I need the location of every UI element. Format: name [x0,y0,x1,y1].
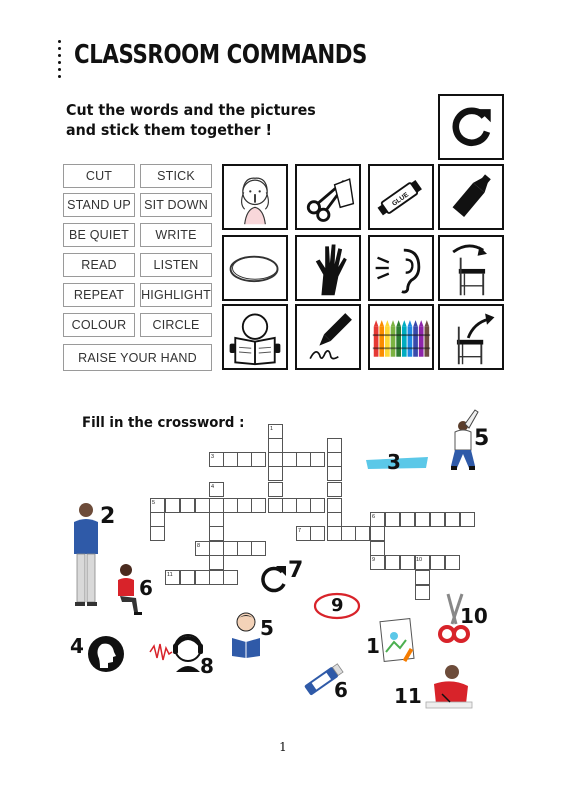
clue-number-8: 8 [200,654,214,678]
picture-stick [368,164,434,230]
instructions [66,100,316,140]
crossword-cell[interactable] [296,498,311,513]
crossword-number: 1 [270,426,274,432]
picture-quiet [222,164,288,230]
repeat-arrow-icon [440,96,502,158]
crossword-number: 6 [372,514,376,520]
crossword-cell[interactable] [209,498,224,513]
crossword-cell[interactable] [209,512,224,527]
word-card-sit-down[interactable]: SIT DOWN [140,193,212,217]
crossword-cell[interactable] [251,541,266,556]
clue-number-3: 3 [387,450,401,474]
crossword-cell[interactable] [430,512,445,527]
picture-colour [368,304,434,370]
crossword-cell[interactable] [370,526,385,541]
crossword-cell[interactable] [209,570,224,585]
listening-head-icon [148,628,204,674]
crossword-cell[interactable] [327,512,342,527]
clue-number-5-bottom: 5 [260,616,274,640]
crossword-cell[interactable] [268,482,283,497]
crossword-cell[interactable] [415,585,430,600]
clue-number-9: 9 [331,595,344,616]
word-card-colour[interactable]: COLOUR [63,313,135,337]
crossword-number: 9 [372,557,376,563]
page-title: CLASSROOM COMMANDS [74,40,368,70]
crossword-number: 7 [298,528,302,534]
crossword-cell[interactable] [150,526,165,541]
boy-reading-icon [228,610,264,660]
highlighter-icon [440,166,502,228]
crossword-cell[interactable] [195,570,210,585]
speaking-head-icon [86,634,126,674]
crossword-cell[interactable] [400,555,415,570]
sit-down-chair-icon [440,237,502,299]
crossword-cell[interactable] [415,512,430,527]
crossword-cell[interactable] [415,570,430,585]
clue-number-4: 4 [70,634,84,658]
word-card-cut[interactable]: CUT [63,164,135,188]
crossword-cell[interactable] [296,452,311,467]
crossword-cell[interactable] [327,452,342,467]
ear-listen-icon [370,237,432,299]
crossword-cell[interactable] [237,541,252,556]
crossword-cell[interactable] [251,498,266,513]
picture-cut [295,164,361,230]
word-card-stick[interactable]: STICK [140,164,212,188]
clue-number-11: 11 [394,684,422,708]
crossword-cell[interactable] [310,498,325,513]
circle-icon [224,237,286,299]
stand-up-chair-icon [440,306,502,368]
picture-stand-up [438,304,504,370]
clue-number-1: 1 [366,634,380,658]
crossword-cell[interactable] [327,482,342,497]
picture-write [295,304,361,370]
crossword-number: 11 [167,572,173,578]
crossword-cell[interactable] [327,526,342,541]
crossword-number: 3 [211,454,215,460]
word-card-raise-your-hand[interactable]: RAISE YOUR HAND [63,344,212,371]
clue-number-7: 7 [288,558,304,583]
word-card-read[interactable]: READ [63,253,135,277]
word-card-repeat[interactable]: REPEAT [63,283,135,307]
picture-sit-down [438,235,504,301]
crossword-cell[interactable] [209,541,224,556]
clue-number-6-left: 6 [139,576,153,600]
crossword-number: 10 [416,557,423,563]
crossword-cell[interactable] [223,498,238,513]
crossword-cell[interactable] [165,498,180,513]
crossword-cell[interactable] [237,498,252,513]
word-card-write[interactable]: WRITE [140,223,212,247]
word-card-be-quiet[interactable]: BE QUIET [63,223,135,247]
decorative-dots [58,40,62,78]
crossword-number: 5 [152,500,156,506]
crossword-cell[interactable] [355,526,370,541]
clue-number-6-bottom: 6 [334,678,348,702]
crossword-cell[interactable] [268,438,283,453]
instruction-line-2: and stick them together ! [66,121,273,139]
crossword-cell[interactable] [370,541,385,556]
crossword-cell[interactable] [268,452,283,467]
standing-man-icon [68,500,104,608]
clue-number-10: 10 [460,604,488,628]
crossword-cell[interactable] [209,555,224,570]
crossword-cell[interactable] [180,498,195,513]
crossword-number: 4 [211,484,215,490]
word-card-stand-up[interactable]: STAND UP [63,193,135,217]
pen-writing-icon [297,306,359,368]
crossword-cell[interactable] [445,555,460,570]
crossword-cell[interactable] [430,555,445,570]
crossword-cell[interactable] [150,512,165,527]
glue-stick-icon [370,166,432,228]
picture-repeat [438,94,504,160]
crossword-cell[interactable] [209,526,224,541]
instruction-line-1: Cut the words and the pictures [66,101,316,119]
repeat-arrow-small-icon [256,562,292,596]
crossword-cell[interactable] [223,452,238,467]
crossword-cell[interactable] [310,452,325,467]
crossword-cell[interactable] [223,570,238,585]
word-card-highlight[interactable]: HIGHLIGHT [140,283,212,307]
crossword-cell[interactable] [341,526,356,541]
quiet-girl-icon [224,166,286,228]
crossword-cell[interactable] [237,452,252,467]
crossword-cell[interactable] [460,512,475,527]
crossword-cell[interactable] [327,438,342,453]
man-writing-icon [422,660,474,710]
crossword-cell[interactable] [327,466,342,481]
crossword-cell[interactable] [180,570,195,585]
crossword-cell[interactable] [310,526,325,541]
picture-circle [222,235,288,301]
crossword-cell[interactable] [251,452,266,467]
crossword-cell[interactable] [385,512,400,527]
crossword-cell[interactable] [195,498,210,513]
picture-highlight [438,164,504,230]
crossword-number: 8 [197,543,201,549]
picture-listen [368,235,434,301]
crossword-cell[interactable] [223,541,238,556]
word-card-listen[interactable]: LISTEN [140,253,212,277]
crossword-cell[interactable] [400,512,415,527]
crossword-title: Fill in the crossword : [82,415,245,431]
crossword-cell[interactable] [445,512,460,527]
glue-label: GLUE [391,191,410,208]
crossword-cell[interactable] [268,466,283,481]
page-number: 1 [279,740,287,754]
crossword-cell[interactable] [268,498,283,513]
crossword-cell[interactable] [282,452,297,467]
crayons-icon [370,306,432,368]
clue-number-5-top: 5 [474,426,490,451]
scissors-icon [297,166,359,228]
crossword-cell[interactable] [282,498,297,513]
picture-raise-hand [295,235,361,301]
word-card-circle[interactable]: CIRCLE [140,313,212,337]
reading-book-icon [224,306,286,368]
crossword-cell[interactable] [327,498,342,513]
clue-number-2: 2 [100,504,116,529]
colouring-page-icon [378,616,420,666]
picture-read [222,304,288,370]
raised-hand-icon [297,237,359,299]
crossword-cell[interactable] [385,555,400,570]
